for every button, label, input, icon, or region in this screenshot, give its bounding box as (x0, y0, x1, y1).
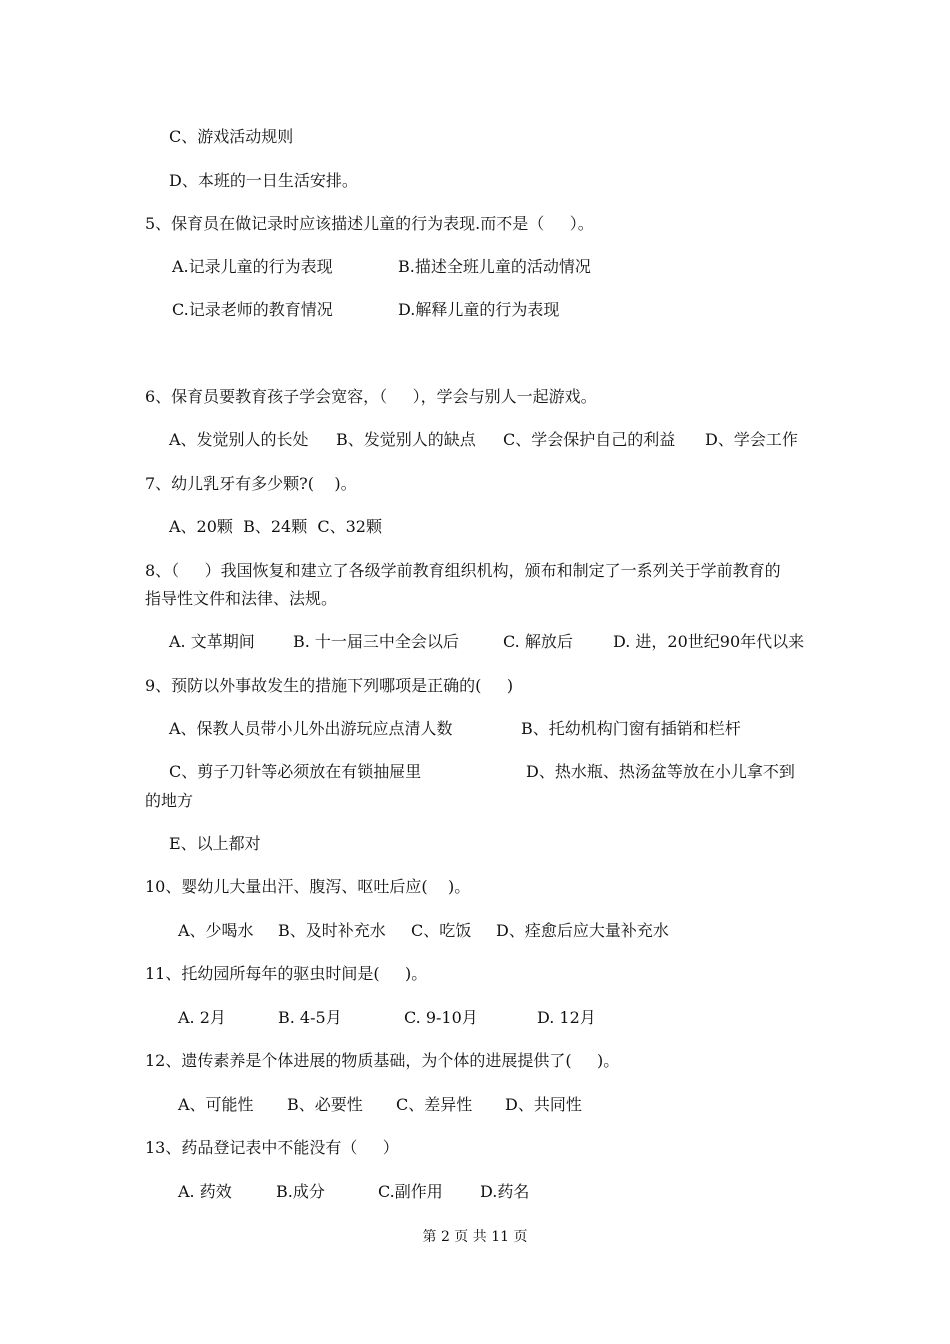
q5-stem: 5、保育员在做记录时应该描述儿童的行为表现.而不是（ ）。 (145, 214, 594, 233)
q8-option-a: A. 文革期间 (169, 632, 255, 651)
q4-option-c: C、游戏活动规则 (169, 127, 294, 146)
q10-option-a: A、少喝水 (178, 921, 254, 940)
q6-stem: 6、保育员要教育孩子学会宽容，（ ），学会与别人一起游戏。 (145, 387, 597, 406)
q8-option-b: B. 十一届三中全会以后 (293, 632, 459, 651)
q12-option-d: D、共同性 (505, 1095, 582, 1114)
q12-option-a: A、可能性 (178, 1095, 254, 1114)
q10-option-b: B、及时补充水 (278, 921, 386, 940)
q9-option-b: B、托幼机构门窗有插销和栏杆 (521, 719, 741, 738)
page-footer: 第 2 页 共 11 页 (422, 1229, 528, 1245)
q8-option-c: C. 解放后 (503, 632, 573, 651)
q6-option-b: B、发觉别人的缺点 (336, 430, 476, 449)
q12-stem: 12、遗传素养是个体进展的物质基础，为个体的进展提供了( )。 (145, 1051, 620, 1070)
q5-option-d: D.解释儿童的行为表现 (398, 300, 560, 319)
q13-option-b: B.成分 (276, 1182, 325, 1201)
q9-stem: 9、预防以外事故发生的措施下列哪项是正确的( ) (145, 676, 514, 695)
q9-option-a: A、保教人员带小儿外出游玩应点清人数 (169, 719, 453, 738)
q13-option-d: D.药名 (480, 1182, 530, 1201)
q8-stem-line2: 指导性文件和法律、法规。 (145, 589, 338, 608)
q9-option-d-line2: 的地方 (145, 791, 194, 810)
q10-stem: 10、婴幼儿大量出汗、腹泻、呕吐后应( )。 (145, 877, 471, 896)
q10-option-c: C、吃饭 (411, 921, 472, 940)
q6-option-a: A、发觉别人的长处 (169, 430, 309, 449)
q10-option-d: D、痊愈后应大量补充水 (496, 921, 669, 940)
q5-option-c: C.记录老师的教育情况 (172, 300, 333, 319)
q11-option-d: D. 12月 (537, 1008, 596, 1027)
q13-option-a: A. 药效 (178, 1182, 232, 1201)
q13-option-c: C.副作用 (378, 1182, 443, 1201)
q8-stem-line1: 8、（ ）我国恢复和建立了各级学前教育组织机构，颁布和制定了一系列关于学前教育的 (145, 561, 781, 580)
q11-option-b: B. 4-5月 (278, 1008, 342, 1027)
q9-option-c: C、剪子刀针等必须放在有锁抽屉里 (169, 762, 422, 781)
q6-option-c: C、学会保护自己的利益 (503, 430, 676, 449)
q6-option-d: D、学会工作 (705, 430, 798, 449)
q9-option-e: E、以上都对 (169, 834, 261, 853)
q13-stem: 13、药品登记表中不能没有（ ） (145, 1138, 399, 1157)
q12-option-c: C、差异性 (396, 1095, 473, 1114)
q7-stem: 7、幼儿乳牙有多少颗?( )。 (145, 474, 357, 493)
q11-stem: 11、托幼园所每年的驱虫时间是( )。 (145, 964, 428, 983)
q5-option-a: A.记录儿童的行为表现 (172, 257, 333, 276)
q7-options: A、20颗 B、24颗 C、32颗 (169, 517, 382, 536)
q11-option-c: C. 9-10月 (404, 1008, 478, 1027)
q8-option-d: D. 进，20世纪90年代以来 (613, 632, 805, 651)
q5-option-b: B.描述全班儿童的活动情况 (398, 257, 591, 276)
q4-option-d: D、本班的一日生活安排。 (169, 171, 358, 190)
q9-option-d-line1: D、热水瓶、热汤盆等放在小儿拿不到 (526, 762, 795, 781)
q12-option-b: B、必要性 (287, 1095, 363, 1114)
q11-option-a: A. 2月 (178, 1008, 226, 1027)
